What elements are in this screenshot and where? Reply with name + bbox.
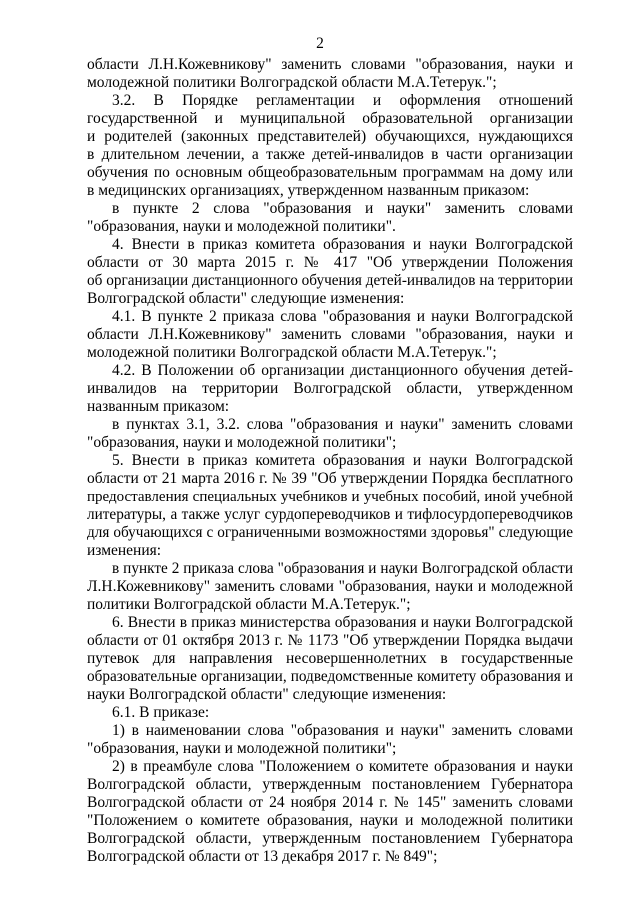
- text-line: "образования, науки и молодежной политики";: [87, 740, 397, 757]
- text-line: образовательные организации, подведомственные комитету образования и: [87, 668, 573, 685]
- text-line: Л.Н.Кожевникову" заменить словами "образования, науки и молодежной: [87, 578, 573, 595]
- text-line: политики Волгоградской области М.А.Тетерук.";: [87, 596, 411, 613]
- text-line: области от 30 марта 2015 г. № 417 "Об утверждении Положения: [87, 254, 573, 271]
- text-line: в длительном лечении, а также детей-инвалидов в части организации: [87, 146, 573, 163]
- text-line: 1) в наименовании слова "образования и науки" заменить словами: [112, 722, 573, 739]
- text-line: 2) в преамбуле слова "Положением о комитете образования и науки: [112, 758, 573, 775]
- text-line: области от 01 октября 2013 г. № 1173 "Об утверждении Порядка выдачи: [87, 632, 573, 649]
- text-line: в пункте 2 приказа слова "образования и науки Волгоградской области: [112, 560, 573, 577]
- text-line: "образования, науки и молодежной политики";: [87, 434, 397, 451]
- text-line: инвалидов на территории Волгоградской области, утвержденном: [87, 380, 573, 397]
- text-line: изменения:: [87, 542, 162, 559]
- document-body: [87, 56, 573, 866]
- text-line: 4. Внести в приказ комитета образования и науки Волгоградской: [112, 236, 573, 253]
- text-line: литературы, а также услуг сурдопереводчиков и тифлосурдопереводчиков: [87, 506, 573, 523]
- page-number: 2: [316, 35, 324, 52]
- text-line: Волгоградской области" следующие изменения:: [87, 290, 405, 307]
- text-line: 6.1. В приказе:: [112, 704, 210, 721]
- text-line: для обучающихся с ограниченными возможностями здоровья" следующие: [87, 524, 573, 541]
- text-line: молодежной политики Волгоградской области М.А.Тетерук.";: [87, 74, 497, 91]
- text-line: в медицинских организациях, утвержденном названным приказом:: [87, 182, 530, 199]
- text-line: путевок для направления несовершеннолетних в государственные: [87, 650, 573, 667]
- text-line: 4.2. В Положении об организации дистанционного обучения детей-: [112, 362, 573, 379]
- text-line: области от 21 марта 2016 г. № 39 "Об утверждении Порядка бесплатного: [87, 470, 573, 487]
- text-line: и родителей (законных представителей) обучающихся, нуждающихся: [87, 128, 573, 145]
- text-line: Волгоградской области, утвержденным постановлением Губернатора: [87, 776, 573, 793]
- text-line: предоставления специальных учебников и учебных пособий, иной учебной: [87, 489, 573, 505]
- text-line: 5. Внести в приказ комитета образования и науки Волгоградской: [112, 452, 573, 469]
- text-line: 6. Внести в приказ министерства образования и науки Волгоградской: [112, 614, 573, 631]
- text-line: названным приказом:: [87, 398, 230, 415]
- text-line: молодежной политики Волгоградской области М.А.Тетерук.";: [87, 344, 497, 361]
- text-line: области Л.Н.Кожевникову" заменить словами "образования, науки и: [87, 326, 573, 343]
- text-line: 4.1. В пункте 2 приказа слова "образования и науки Волгоградской: [112, 308, 573, 325]
- text-line: об организации дистанционного обучения детей-инвалидов на территории: [87, 272, 573, 289]
- text-line: Волгоградской области от 24 ноября 2014 г. № 145" заменить словами: [87, 794, 573, 811]
- text-line: "Положением о комитете образования, науки и молодежной политики: [87, 812, 573, 829]
- text-line: обучения по основным общеобразовательным программам на дому или: [87, 164, 573, 181]
- text-line: области Л.Н.Кожевникову" заменить словами "образования, науки и: [87, 56, 573, 73]
- text-line: 3.2. В Порядке регламентации и оформления отношений: [112, 92, 573, 109]
- text-line: Волгоградской области от 13 декабря 2017 г. № 849";: [87, 848, 438, 865]
- text-line: в пункте 2 слова "образования и науки" заменить словами: [112, 200, 573, 217]
- text-line: государственной и муниципальной образовательной организации: [87, 110, 573, 127]
- text-line: в пунктах 3.1, 3.2. слова "образования и науки" заменить словами: [112, 416, 573, 433]
- text-line: Волгоградской области, утвержденным постановлением Губернатора: [87, 830, 573, 847]
- text-line: "образования, науки и молодежной политики".: [87, 218, 396, 235]
- text-line: науки Волгоградской области" следующие изменения:: [87, 686, 447, 703]
